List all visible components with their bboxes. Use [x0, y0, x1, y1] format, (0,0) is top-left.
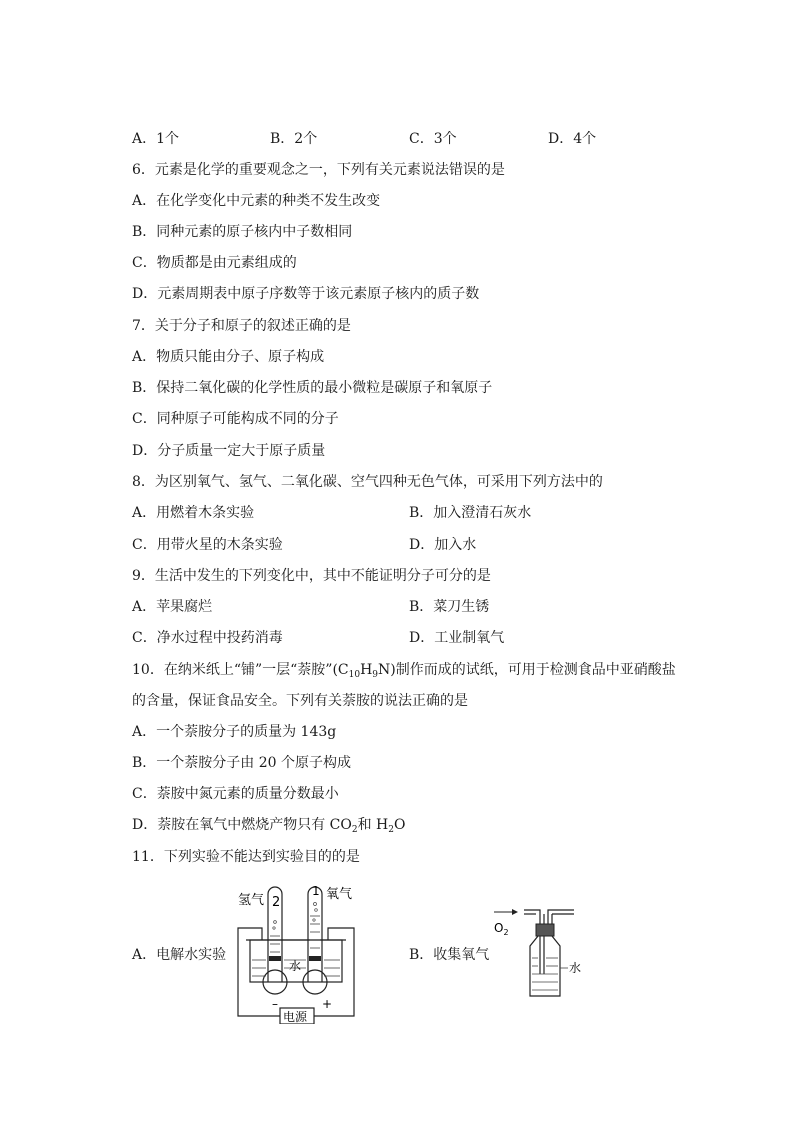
q5-option-c: C．3个 — [409, 131, 457, 147]
q10-option-b: B．一个萘胺分子由 20 个原子构成 — [132, 755, 352, 771]
q7-option-b: B．保持二氧化碳的化学性质的最小微粒是碳原子和氧原子 — [132, 380, 493, 396]
label-water: 水 — [289, 959, 302, 973]
label-minus: – — [272, 997, 278, 1011]
electrolysis-figure — [232, 876, 360, 1024]
q7-option-d: D．分子质量一定大于原子质量 — [132, 443, 326, 459]
q9-option-b: B．菜刀生锈 — [409, 599, 490, 615]
label-oxygen: 氧气 — [326, 887, 353, 902]
q9-option-d: D．工业制氧气 — [409, 630, 505, 646]
q10-stem: 10．在纳米纸上“铺”一层“萘胺$”(C_{10}H_9N)$制作而成的试纸，可用于检测食品中亚硝酸盐 — [132, 662, 676, 680]
q8-stem: 8．为区别氧气、氢气、二氧化碳、空气四种无色气体，可采用下列方法中的 — [132, 474, 603, 490]
q5-option-d: D．4个 — [548, 131, 597, 147]
q7-stem: 7．关于分子和原子的叙述正确的是 — [132, 318, 351, 334]
q7-option-a: A．物质只能由分子、原子构成 — [132, 349, 325, 365]
q9-stem: 9．生活中发生的下列变化中，其中不能证明分子可分的是 — [132, 568, 491, 584]
label-o2: $O_2$ — [494, 921, 509, 937]
q6-option-b: B．同种元素的原子核内中子数相同 — [132, 224, 353, 240]
q8-option-c: C．用带火星的木条实验 — [132, 537, 283, 553]
gas-collection-figure — [490, 904, 596, 1000]
q6-option-d: D．元素周期表中原子序数等于该元素原子核内的质子数 — [132, 286, 480, 302]
label-power-source: 电源 — [283, 1010, 308, 1024]
q8-option-a: A．用燃着木条实验 — [132, 505, 255, 521]
q10-option-d: D．萘胺在氧气中燃烧产物只有 $CO_2$和 $H_2O$ — [132, 817, 406, 835]
q9-option-a: A．苹果腐烂 — [132, 599, 213, 615]
label-hydrogen: 氢气 — [238, 893, 265, 908]
q10-option-c: C．萘胺中氮元素的质量分数最小 — [132, 786, 339, 802]
q6-option-a: A．在化学变化中元素的种类不发生改变 — [132, 193, 381, 209]
q11-option-a: A．电解水实验 — [132, 947, 227, 963]
q8-option-b: B．加入澄清石灰水 — [409, 505, 532, 521]
tube-right-number: 1 — [312, 884, 320, 898]
q6-option-c: C．物质都是由元素组成的 — [132, 255, 297, 271]
q10-stem-line2: 的含量，保证食品安全。下列有关萘胺的说法正确的是 — [132, 693, 468, 709]
q6-stem: 6．元素是化学的重要观念之一，下列有关元素说法错误的是 — [132, 162, 505, 178]
q8-option-d: D．加入水 — [409, 537, 477, 553]
tube-left-number: 2 — [272, 895, 281, 910]
q11-option-b: B．收集氧气 — [409, 947, 490, 963]
q7-option-c: C．同种原子可能构成不同的分子 — [132, 411, 339, 427]
q11-stem: 11．下列实验不能达到实验目的的是 — [132, 849, 360, 865]
label-plus: + — [322, 997, 333, 1011]
q5-option-a: A．1个 — [132, 131, 180, 147]
q9-option-c: C．净水过程中投药消毒 — [132, 630, 283, 646]
label-water-b: 水 — [569, 961, 582, 975]
q5-option-b: B．2个 — [270, 131, 318, 147]
q10-option-a: A．一个萘胺分子的质量为 143g — [132, 724, 337, 740]
